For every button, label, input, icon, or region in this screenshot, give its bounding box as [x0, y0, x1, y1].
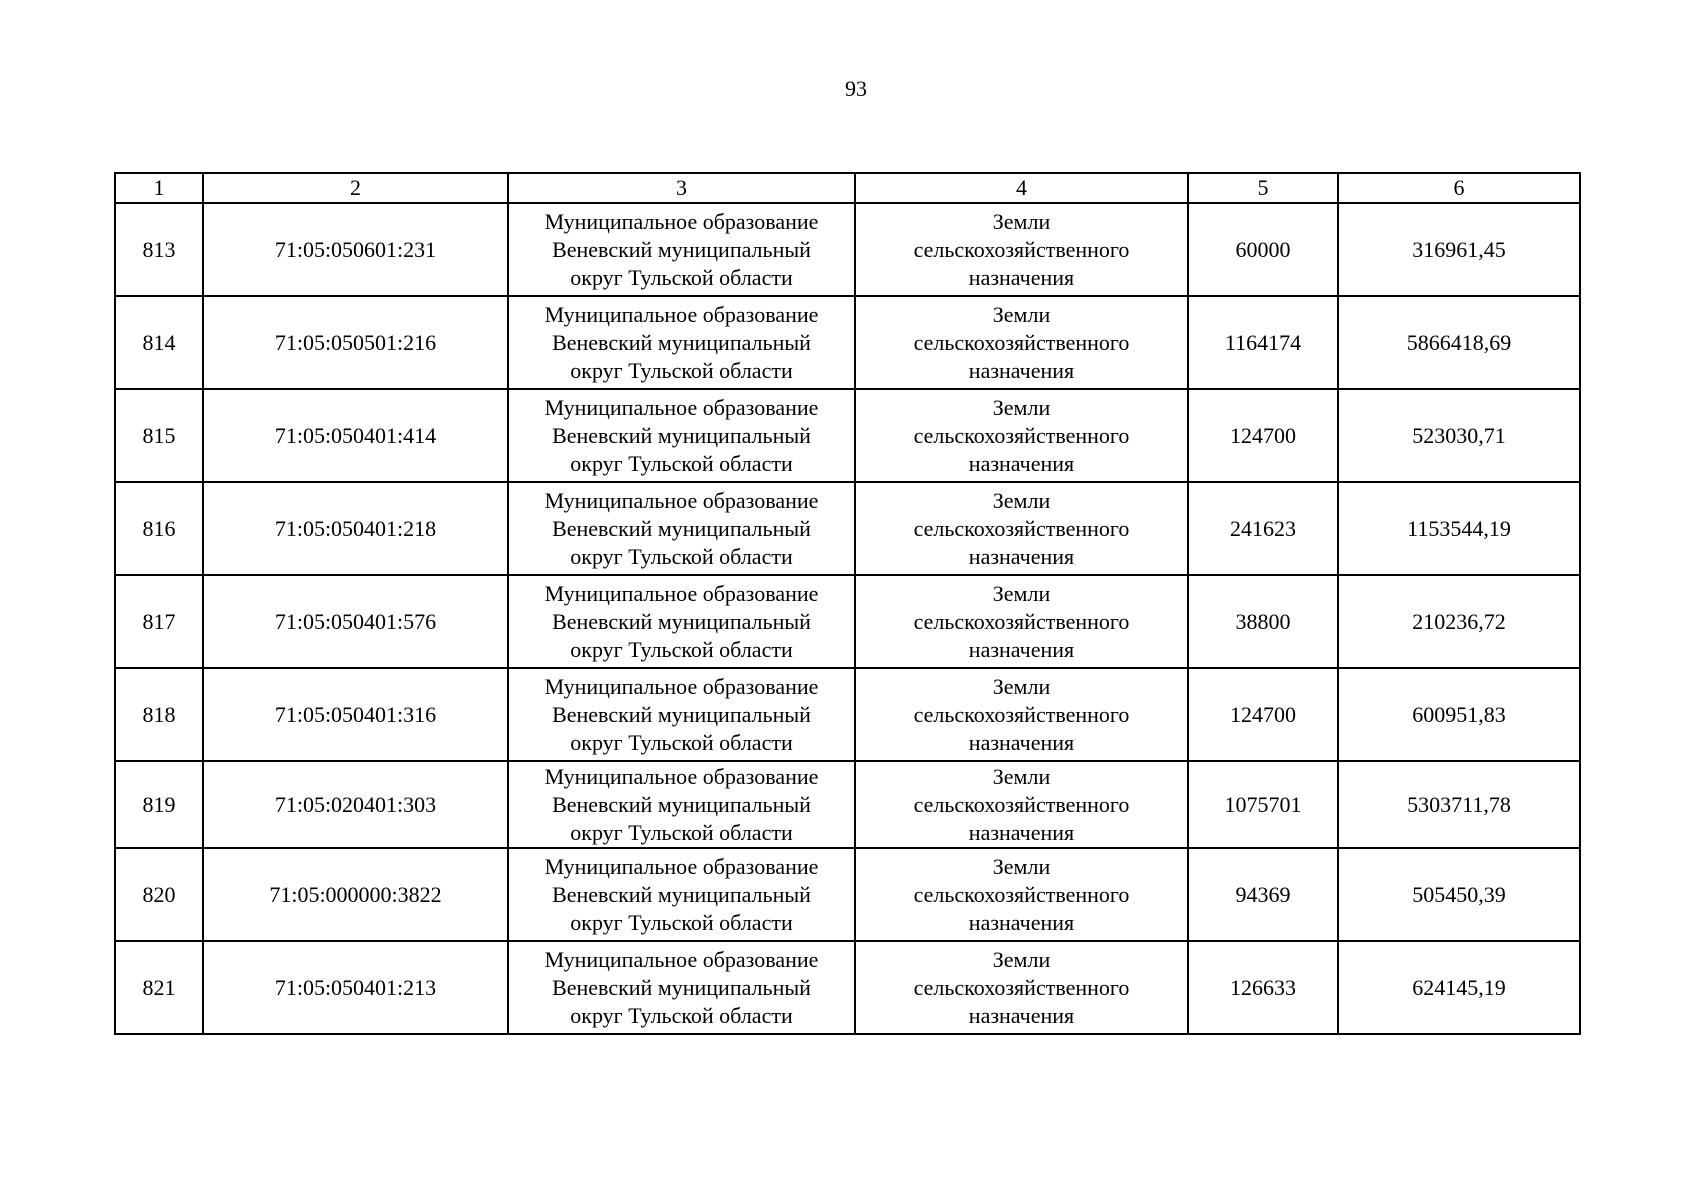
land-category-cell-line: сельскохозяйственного	[913, 608, 1130, 634]
row-number-cell: 814	[115, 296, 203, 389]
owner-cell	[508, 296, 855, 389]
page-number: 93	[845, 76, 867, 101]
owner-cell-line: Веневский муниципальный	[552, 329, 811, 355]
table-row	[115, 389, 1580, 482]
area-cell: 38800	[1188, 575, 1338, 668]
land-category-cell-line: назначения	[968, 264, 1075, 290]
land-category-cell-line: сельскохозяйственного	[913, 515, 1130, 541]
land-category-cell-line: Земли	[992, 208, 1051, 234]
table-row	[115, 575, 1580, 668]
owner-cell-line: Муниципальное образование	[544, 208, 819, 234]
cadastral-number-cell: 71:05:050601:231	[203, 203, 508, 296]
cadastral-number-cell: 71:05:050401:213	[203, 941, 508, 1034]
owner-cell	[508, 575, 855, 668]
owner-cell-line: Веневский муниципальный	[552, 422, 811, 448]
area-cell: 241623	[1188, 482, 1338, 575]
row-number-cell: 816	[115, 482, 203, 575]
owner-cell-line: Веневский муниципальный	[552, 701, 811, 727]
row-number-cell: 815	[115, 389, 203, 482]
land-category-cell-line: назначения	[968, 636, 1075, 662]
column-header: 4	[855, 173, 1188, 203]
owner-cell	[508, 203, 855, 296]
land-category-cell-line: сельскохозяйственного	[913, 974, 1130, 1000]
cadastral-value-cell: 523030,71	[1338, 389, 1580, 482]
cadastral-number-cell: 71:05:000000:3822	[203, 848, 508, 941]
area-cell: 60000	[1188, 203, 1338, 296]
owner-cell	[508, 761, 855, 848]
land-category-cell-line: сельскохозяйственного	[913, 791, 1130, 817]
table-body	[115, 203, 1580, 1034]
owner-cell-line: Муниципальное образование	[544, 394, 819, 420]
land-category-cell	[855, 389, 1188, 482]
owner-cell-line: Муниципальное образование	[544, 487, 819, 513]
owner-cell-line: Веневский муниципальный	[552, 791, 811, 817]
cadastral-number-cell: 71:05:050401:576	[203, 575, 508, 668]
owner-cell	[508, 668, 855, 761]
table-row	[115, 941, 1580, 1034]
land-category-cell-line: назначения	[968, 1002, 1075, 1028]
owner-cell-line: округ Тульской области	[570, 450, 793, 476]
owner-cell-line: Веневский муниципальный	[552, 236, 811, 262]
owner-cell	[508, 941, 855, 1034]
table-row	[115, 761, 1580, 848]
owner-cell-line: Веневский муниципальный	[552, 974, 811, 1000]
owner-cell-line: Муниципальное образование	[544, 853, 819, 879]
land-category-cell-line: назначения	[968, 450, 1075, 476]
land-plots-table	[114, 172, 1581, 1035]
area-cell: 1075701	[1188, 761, 1338, 848]
owner-cell-line: Муниципальное образование	[544, 763, 819, 789]
column-header: 6	[1338, 173, 1580, 203]
owner-cell-line: округ Тульской области	[570, 819, 793, 845]
land-category-cell-line: назначения	[968, 819, 1075, 845]
row-number-cell: 820	[115, 848, 203, 941]
owner-cell-line: Муниципальное образование	[544, 580, 819, 606]
cadastral-number-cell: 71:05:050401:316	[203, 668, 508, 761]
owner-cell-line: округ Тульской области	[570, 264, 793, 290]
land-category-cell-line: назначения	[968, 357, 1075, 383]
owner-cell-line: округ Тульской области	[570, 1002, 793, 1028]
table-row	[115, 668, 1580, 761]
owner-cell-line: Муниципальное образование	[544, 301, 819, 327]
land-category-cell-line: Земли	[992, 853, 1051, 879]
land-category-cell	[855, 668, 1188, 761]
cadastral-value-cell: 624145,19	[1338, 941, 1580, 1034]
land-category-cell-line: Земли	[992, 673, 1051, 699]
land-category-cell	[855, 761, 1188, 848]
owner-cell	[508, 482, 855, 575]
table-row	[115, 848, 1580, 941]
owner-cell-line: округ Тульской области	[570, 729, 793, 755]
area-cell: 1164174	[1188, 296, 1338, 389]
land-category-cell-line: назначения	[968, 543, 1075, 569]
owner-cell-line: Веневский муниципальный	[552, 515, 811, 541]
column-header: 5	[1188, 173, 1338, 203]
row-number-cell: 817	[115, 575, 203, 668]
land-category-cell	[855, 203, 1188, 296]
owner-cell-line: Веневский муниципальный	[552, 881, 811, 907]
row-number-cell: 818	[115, 668, 203, 761]
owner-cell-line: Веневский муниципальный	[552, 608, 811, 634]
land-category-cell	[855, 575, 1188, 668]
land-category-cell-line: Земли	[992, 580, 1051, 606]
land-category-cell-line: назначения	[968, 909, 1075, 935]
table-header-row	[115, 173, 1580, 203]
land-category-cell-line: назначения	[968, 729, 1075, 755]
land-category-cell-line: Земли	[992, 946, 1051, 972]
row-number-cell: 821	[115, 941, 203, 1034]
area-cell: 126633	[1188, 941, 1338, 1034]
land-category-cell-line: Земли	[992, 394, 1051, 420]
owner-cell-line: Муниципальное образование	[544, 946, 819, 972]
area-cell: 94369	[1188, 848, 1338, 941]
land-category-cell-line: Земли	[992, 763, 1051, 789]
cadastral-value-cell: 600951,83	[1338, 668, 1580, 761]
land-category-cell	[855, 296, 1188, 389]
cadastral-value-cell: 5303711,78	[1338, 761, 1580, 848]
owner-cell	[508, 848, 855, 941]
cadastral-value-cell: 316961,45	[1338, 203, 1580, 296]
cadastral-value-cell: 505450,39	[1338, 848, 1580, 941]
owner-cell-line: округ Тульской области	[570, 909, 793, 935]
owner-cell-line: округ Тульской области	[570, 357, 793, 383]
land-category-cell-line: Земли	[992, 487, 1051, 513]
cadastral-number-cell: 71:05:050401:414	[203, 389, 508, 482]
land-category-cell-line: сельскохозяйственного	[913, 881, 1130, 907]
land-category-cell-line: Земли	[992, 301, 1051, 327]
owner-cell-line: округ Тульской области	[570, 543, 793, 569]
cadastral-number-cell: 71:05:020401:303	[203, 761, 508, 848]
area-cell: 124700	[1188, 389, 1338, 482]
column-header: 3	[508, 173, 855, 203]
table-row	[115, 482, 1580, 575]
column-header: 1	[115, 173, 203, 203]
land-category-cell	[855, 848, 1188, 941]
area-cell: 124700	[1188, 668, 1338, 761]
land-category-cell-line: сельскохозяйственного	[913, 422, 1130, 448]
cadastral-number-cell: 71:05:050501:216	[203, 296, 508, 389]
cadastral-value-cell: 5866418,69	[1338, 296, 1580, 389]
land-category-cell-line: сельскохозяйственного	[913, 329, 1130, 355]
row-number-cell: 813	[115, 203, 203, 296]
column-header: 2	[203, 173, 508, 203]
cadastral-value-cell: 210236,72	[1338, 575, 1580, 668]
table-row	[115, 296, 1580, 389]
cadastral-value-cell: 1153544,19	[1338, 482, 1580, 575]
land-category-cell	[855, 482, 1188, 575]
land-category-cell-line: сельскохозяйственного	[913, 236, 1130, 262]
cadastral-number-cell: 71:05:050401:218	[203, 482, 508, 575]
row-number-cell: 819	[115, 761, 203, 848]
owner-cell-line: Муниципальное образование	[544, 673, 819, 699]
owner-cell	[508, 389, 855, 482]
land-category-cell-line: сельскохозяйственного	[913, 701, 1130, 727]
owner-cell-line: округ Тульской области	[570, 636, 793, 662]
land-category-cell	[855, 941, 1188, 1034]
table-row	[115, 203, 1580, 296]
